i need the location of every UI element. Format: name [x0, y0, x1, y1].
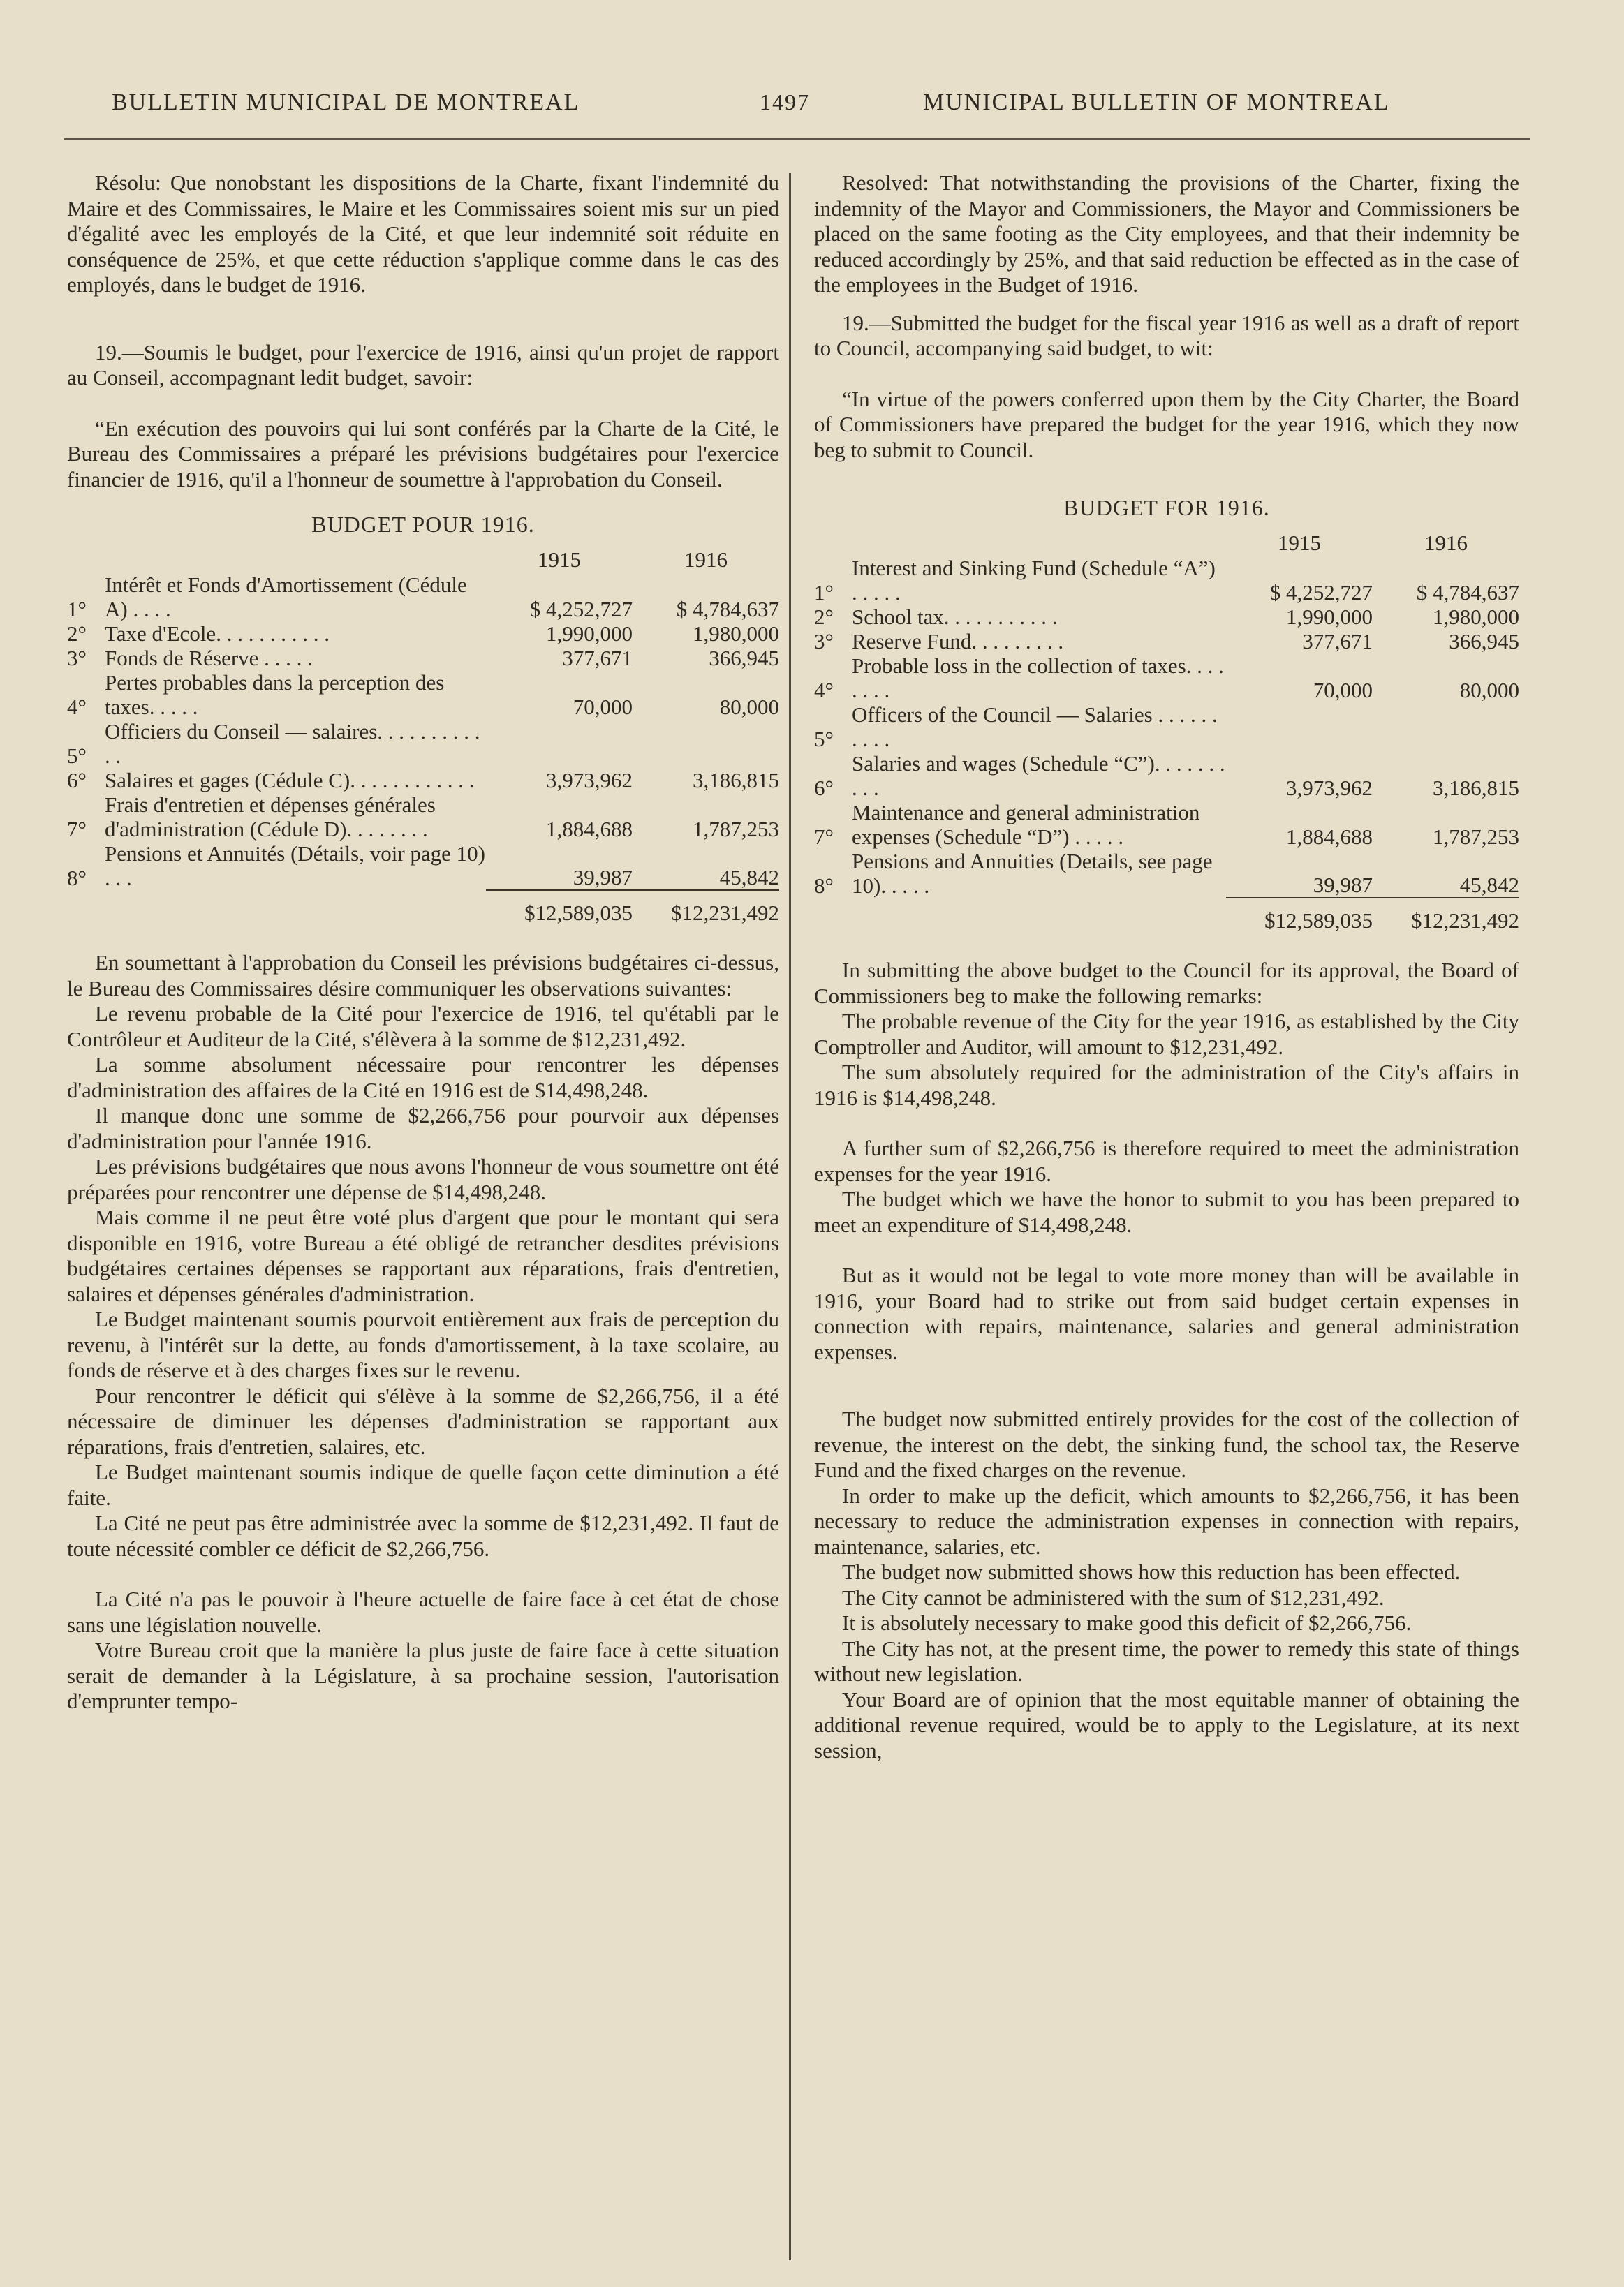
- row-label: Officers of the Council — Salaries . . . . . . . . . .: [852, 702, 1218, 751]
- french-estimates: Les prévisions budgétaires que nous avons l'honneur de vous soumettre ont été préparées pour rencontrer une dépense de $14,498,248.: [67, 1154, 779, 1204]
- row-number: 2°: [814, 605, 834, 629]
- english-cuts: But as it would not be legal to vote more money than will be available in 1916, your Board had to strike out from said budget certain expenses in connection with repairs, maintenance, salaries and general administration expenses.: [814, 1263, 1519, 1364]
- row-number: 7°: [67, 817, 87, 841]
- amount-1916: 1,787,253: [1433, 824, 1519, 849]
- row-number: 8°: [814, 873, 834, 898]
- english-provisions: The budget now submitted entirely provides for the cost of the collection of revenue, the interest on the debt, the sinking fund, the school tax, the Reserve Fund and the fixed charges on the revenue.: [814, 1407, 1519, 1482]
- amount-1915: 377,671: [562, 646, 633, 670]
- english-make-good: It is absolutely necessary to make good this deficit of $2,266,756.: [842, 1611, 1412, 1635]
- table-row: [814, 653, 1519, 702]
- row-number: 8°: [67, 866, 87, 890]
- row-label: Pertes probables dans la perception des taxes. . . . .: [105, 670, 445, 719]
- row-number: 3°: [814, 629, 834, 653]
- french-provisions: Le Budget maintenant soumis pourvoit entièrement aux frais de perception du revenu, à l'intérêt sur la dette, au fonds d'amortissement, à la taxe scolaire, au fonds de réserve et à des charges fixes sur le revenu.: [67, 1307, 779, 1382]
- amount-1915: 1,990,000: [546, 621, 633, 646]
- amount-1916: 1,980,000: [693, 621, 779, 646]
- table-row: [67, 719, 779, 768]
- row-number: 6°: [67, 768, 87, 792]
- table-total-row: [67, 890, 779, 925]
- french-item-19: 19.—Soumis le budget, pour l'exercice de 1916, ainsi qu'un projet de rapport au Conseil, accompagnant ledit budget, savoir:: [67, 339, 779, 390]
- french-year-1915: 1915: [538, 547, 581, 572]
- french-cuts: Mais comme il ne peut être voté plus d'argent que pour le montant qui sera disponible en 1916, votre Bureau a été obligé de retrancher desdites prévisions budgétaires certaines dépenses se rapportant aux réparations, frais d'entretien, salaires et dépenses générales d'administration.: [67, 1205, 779, 1306]
- amount-1916: 3,186,815: [693, 768, 779, 792]
- row-number: 5°: [814, 727, 834, 751]
- amount-1915: 1,884,688: [546, 817, 633, 841]
- table-row: [814, 849, 1519, 898]
- amount-1916: 3,186,815: [1433, 776, 1519, 800]
- table-row: [67, 768, 779, 792]
- row-label: Taxe d'Ecole. . . . . . . . . . .: [105, 621, 330, 646]
- english-no-power: The City has not, at the present time, the power to remedy this state of things without new legislation.: [814, 1636, 1519, 1686]
- row-label: Fonds de Réserve . . . . .: [105, 646, 313, 670]
- english-budget-table: [814, 556, 1519, 933]
- french-year-1916: 1916: [684, 547, 728, 572]
- row-label: Frais d'entretien et dépenses générales d'administration (Cédule D). . . . . . . .: [105, 792, 436, 841]
- row-label: Salaries and wages (Schedule “C”). . . . . . . . . .: [852, 751, 1225, 800]
- amount-1916: 80,000: [719, 695, 779, 719]
- amount-1915: 3,973,962: [546, 768, 633, 792]
- row-label: Maintenance and general administration expenses (Schedule “D”) . . . . .: [852, 800, 1200, 849]
- table-row: [67, 841, 779, 890]
- amount-1916: 45,842: [1373, 849, 1519, 898]
- row-number: 2°: [67, 621, 87, 646]
- amount-1915: 1,990,000: [1286, 605, 1373, 629]
- french-column: [67, 170, 779, 1715]
- row-number: 1°: [814, 580, 834, 605]
- english-year-1915: 1915: [1278, 530, 1321, 555]
- table-row: [814, 556, 1519, 605]
- french-cannot-administer: La Cité ne peut pas être administrée avec la somme de $12,231,492. Il faut de toute nécessité combler ce déficit de $2,266,756.: [67, 1511, 779, 1561]
- amount-1916: 45,842: [633, 841, 779, 890]
- table-row: [67, 646, 779, 670]
- english-estimates: The budget which we have the honor to submit to you has been prepared to meet an expenditure of $14,498,248.: [814, 1187, 1519, 1237]
- english-legislature: Your Board are of opinion that the most equitable manner of obtaining the additional revenue required, would be to apply to the Legislature, at its next session,: [814, 1687, 1519, 1763]
- amount-1915: 70,000: [573, 695, 633, 719]
- amount-1916: [633, 719, 779, 768]
- english-column: [814, 170, 1519, 1763]
- row-number: 7°: [814, 824, 834, 849]
- table-row: [814, 629, 1519, 653]
- english-budget-title: BUDGET FOR 1916.: [1063, 495, 1270, 520]
- table-row: [814, 702, 1519, 751]
- french-year-headers: [67, 547, 779, 573]
- english-shortfall: A further sum of $2,266,756 is therefore required to meet the administration expenses for the year 1916.: [814, 1136, 1519, 1186]
- table-row: [67, 792, 779, 841]
- total-1916: $12,231,492: [671, 901, 779, 925]
- table-row: [814, 751, 1519, 800]
- page-number: 1497: [760, 89, 810, 114]
- amount-1916: $ 4,784,637: [676, 597, 779, 621]
- table-row: [67, 670, 779, 719]
- amount-1915: 39,987: [486, 841, 633, 890]
- row-label: Interest and Sinking Fund (Schedule “A”) . . . . .: [852, 556, 1216, 605]
- french-revenue: Le revenu probable de la Cité pour l'exercice de 1916, tel qu'établi par le Contrôleur et Auditeur de la Cité, s'élèvera à la somme de $12,231,492.: [67, 1001, 779, 1051]
- amount-1916: 1,980,000: [1433, 605, 1519, 629]
- french-budget-table: [67, 572, 779, 925]
- french-intro: “En exécution des pouvoirs qui lui sont conférés par la Charte de la Cité, le Bureau des Commissaires a préparé les prévisions budgétaires pour l'exercice financier de 1916, qu'il a l'honneur de soumettre à l'approbation du Conseil.: [67, 415, 779, 491]
- amount-1915: 1,884,688: [1286, 824, 1373, 849]
- english-required-sum: The sum absolutely required for the administration of the City's affairs in 1916 is $14,498,248.: [814, 1060, 1519, 1110]
- french-deficit: Pour rencontrer le déficit qui s'élève à la somme de $2,266,756, il a été nécessaire de diminuer les dépenses d'administration se rapportant aux réparations, frais d'entretien, salaires, etc.: [67, 1383, 779, 1459]
- english-year-headers: [814, 531, 1519, 556]
- french-reduction: Le Budget maintenant soumis indique de quelle façon cette diminution a été faite.: [67, 1460, 779, 1510]
- amount-1916: 1,787,253: [693, 817, 779, 841]
- total-1916: $12,231,492: [1411, 908, 1519, 933]
- french-remarks-intro: En soumettant à l'approbation du Conseil les prévisions budgétaires ci-dessus, le Bureau des Commissaires désire communiquer les observations suivantes:: [67, 950, 779, 1000]
- table-row: [814, 605, 1519, 629]
- row-label: Probable loss in the collection of taxes. . . . . . . .: [852, 653, 1224, 702]
- row-number: 6°: [814, 776, 834, 800]
- amount-1916: 366,945: [1449, 629, 1519, 653]
- french-resolution: Résolu: Que nonobstant les dispositions de la Charte, fixant l'indemnité du Maire et des Commissaires, le Maire et les Commissaires soient mis sur un pied d'égalité avec les employés de la Cité, et que leur indemnité soit réduite en conséquence de 25%, et que cette réduction s'applique comme dans le cas des employés, dans le budget de 1916.: [67, 170, 779, 297]
- amount-1915: 377,671: [1302, 629, 1373, 653]
- amount-1916: 366,945: [709, 646, 779, 670]
- header-rule: [64, 138, 1530, 140]
- table-row: [814, 800, 1519, 849]
- english-deficit: In order to make up the deficit, which amounts to $2,266,756, it has been necessary to reduce the administration expenses in connection with repairs, maintenance, salaries, etc.: [814, 1483, 1519, 1559]
- table-row: [67, 572, 779, 621]
- amount-1916: 80,000: [1459, 678, 1519, 702]
- amount-1915: $ 4,252,727: [529, 597, 633, 621]
- french-shortfall: Il manque donc une somme de $2,266,756 pour pourvoir aux dépenses d'administration pour l'année 1916.: [67, 1103, 779, 1153]
- row-label: Pensions and Annuities (Details, see page 10). . . . .: [852, 849, 1213, 898]
- amount-1915: 3,973,962: [1286, 776, 1373, 800]
- english-remarks-intro: In submitting the above budget to the Council for its approval, the Board of Commissioners beg to make the following remarks:: [814, 958, 1519, 1008]
- english-cannot-administer: The City cannot be administered with the sum of $12,231,492.: [842, 1585, 1385, 1610]
- french-budget-title: BUDGET POUR 1916.: [311, 512, 535, 537]
- english-year-1916: 1916: [1424, 530, 1468, 555]
- amount-1916: $ 4,784,637: [1416, 580, 1519, 605]
- row-number: 4°: [67, 695, 87, 719]
- french-required-sum: La somme absolument nécessaire pour rencontrer les dépenses d'administration des affaires de la Cité en 1916 est de $14,498,248.: [67, 1052, 779, 1102]
- amount-1915: [486, 719, 633, 768]
- total-1915: $12,589,035: [1264, 908, 1373, 933]
- french-no-power: La Cité n'a pas le pouvoir à l'heure actuelle de faire face à cet état de chose sans une législation nouvelle.: [67, 1587, 779, 1637]
- row-label: School tax. . . . . . . . . . .: [852, 605, 1058, 629]
- table-row: [67, 621, 779, 646]
- row-label: Salaires et gages (Cédule C). . . . . . . . . . . .: [105, 768, 475, 792]
- amount-1916: [1373, 702, 1519, 751]
- english-intro: “In virtue of the powers conferred upon them by the City Charter, the Board of Commissioners have prepared the budget for the year 1916, which they now beg to submit to Council.: [814, 386, 1519, 462]
- row-label: Reserve Fund. . . . . . . . .: [852, 629, 1064, 653]
- amount-1915: 70,000: [1313, 678, 1373, 702]
- amount-1915: [1226, 702, 1373, 751]
- row-number: 5°: [67, 743, 87, 768]
- english-revenue: The probable revenue of the City for the year 1916, as established by the City Comptroller and Auditor, will amount to $12,231,492.: [814, 1009, 1519, 1059]
- row-label: Officiers du Conseil — salaires. . . . . . . . . . . .: [105, 719, 480, 768]
- header-english-title: MUNICIPAL BULLETIN OF MONTREAL: [923, 89, 1390, 115]
- english-item-19: 19.—Submitted the budget for the fiscal year 1916 as well as a draft of report to Council, accompanying said budget, to wit:: [814, 310, 1519, 360]
- amount-1915: $ 4,252,727: [1269, 580, 1373, 605]
- row-number: 3°: [67, 646, 87, 670]
- english-reduction: The budget now submitted shows how this reduction has been effected.: [842, 1560, 1461, 1584]
- row-label: Intérêt et Fonds d'Amortissement (Cédule A) . . . .: [105, 572, 467, 621]
- english-resolution: Resolved: That notwithstanding the provisions of the Charter, fixing the indemnity of the Mayor and Commissioners, the Mayor and Commissioners be placed on the same footing as the City employees, and that their indemnity be reduced accordingly by 25%, and that said reduction be effected as in the case of the employees in the Budget of 1916.: [814, 170, 1519, 297]
- row-number: 1°: [67, 597, 87, 621]
- column-divider: [789, 173, 791, 2260]
- total-1915: $12,589,035: [524, 901, 633, 925]
- header-french-title: BULLETIN MUNICIPAL DE MONTREAL: [112, 89, 580, 115]
- row-label: Pensions et Annuités (Détails, voir page 10) . . .: [105, 841, 485, 890]
- amount-1915: 39,987: [1226, 849, 1373, 898]
- table-total-row: [814, 898, 1519, 933]
- french-legislature: Votre Bureau croit que la manière la plus juste de faire face à cette situation serait de demander à la Législature, à sa prochaine session, l'autorisation d'emprunter tempo-: [67, 1638, 779, 1713]
- row-number: 4°: [814, 678, 834, 702]
